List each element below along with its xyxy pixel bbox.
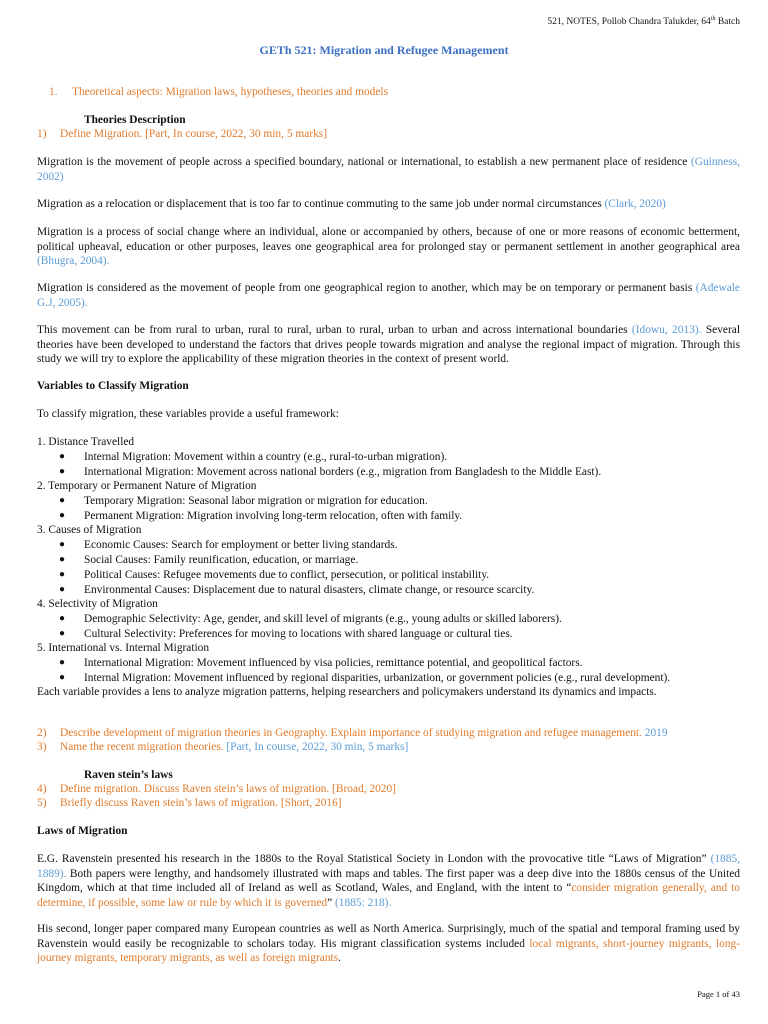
paragraph-5: [37, 323, 740, 367]
variable-title: 1. Distance Travelled: [37, 436, 135, 448]
question-number: 4): [37, 783, 47, 795]
bullet-icon: ●: [59, 672, 66, 683]
variable-title: 3. Causes of Migration: [37, 524, 142, 536]
question-2: [37, 726, 740, 741]
list-item-text: Environmental Causes: Displacement due to natural disasters, climate change, or resource scarcity.: [84, 584, 535, 596]
ravenstein-heading: Raven stein’s laws: [84, 769, 173, 781]
header-text: 521, NOTES, Pollob Chandra Talukder, 64: [547, 17, 711, 28]
paragraph-text: Migration is a process of social change where an individual, alone or accompanied by others, because of one or more reasons of economic betterment, political upheaval, education or other purposes, leaves one geographical area for prolonged stay or permanent settlement in another geographical area: [37, 226, 740, 253]
variables-heading: Variables to Classify Migration: [37, 380, 189, 392]
question-3: [37, 740, 740, 755]
question-1: [37, 127, 740, 142]
paragraph-3: [37, 225, 740, 269]
citation: (Clark, 2020): [604, 198, 666, 210]
bullet-icon: ●: [59, 495, 66, 506]
list-item-text: Permanent Migration: Migration involving long-term relocation, often with family.: [84, 510, 463, 522]
header-tail: Batch: [715, 17, 740, 28]
laws-heading: Laws of Migration: [37, 825, 128, 837]
header-superscript: th: [710, 16, 716, 22]
paragraph-text: Migration is considered as the movement of people from one geographical region to another, which may be on temporary or permanent basis: [37, 282, 696, 294]
bullet-icon: ●: [59, 466, 66, 477]
list-item-text: Cultural Selectivity: Preferences for moving to locations with shared language or cultural ties.: [84, 628, 513, 640]
paragraph-2: [37, 197, 740, 212]
question-text: Briefly discuss Raven stein’s laws of migration. [Short, 2016]: [60, 797, 342, 809]
question-text: Define migration. Discuss Raven stein’s laws of migration. [Broad, 2020]: [60, 783, 396, 795]
paragraph-text: Migration is the movement of people across a specified boundary, national or international, to establish a new permanent place of residence: [37, 156, 691, 168]
citation: (Idowu, 2013).: [631, 324, 702, 336]
bullet-icon: ●: [59, 510, 66, 521]
list-item-text: International Migration: Movement influenced by visa policies, remittance potential, and geopolitical factors.: [84, 657, 583, 669]
paragraph-7: [37, 922, 740, 966]
list-item-text: Political Causes: Refugee movements due to conflict, persecution, or political instability.: [84, 569, 490, 581]
citation: (Adewale G.J, 2005).: [37, 282, 740, 309]
list-item-text: International Migration: Movement across national borders (e.g., migration from Bangladesh to the Middle East).: [84, 466, 602, 478]
question-number: 3): [37, 741, 47, 753]
page-number: Page 1 of 43: [697, 989, 740, 999]
question-number: 5): [37, 797, 47, 809]
question-marks: [Part, In course, 2022, 30 min, 5 marks]: [226, 741, 409, 753]
variables-outro: Each variable provides a lens to analyze migration patterns, helping researchers and policymakers understand its dynamics and impacts.: [37, 686, 657, 698]
bullet-icon: ●: [59, 613, 66, 624]
section-number: 1.: [49, 86, 58, 98]
bullet-icon: ●: [59, 628, 66, 639]
theories-heading: Theories Description: [84, 114, 186, 126]
bullet-icon: ●: [59, 451, 66, 462]
variable-title: 5. International vs. Internal Migration: [37, 642, 210, 654]
citation: (1885, 1889).: [37, 853, 740, 880]
citation: (Guinness, 2002): [37, 156, 740, 183]
paragraph-4: [37, 281, 740, 310]
bullet-icon: ●: [59, 539, 66, 550]
paragraph-6: [37, 852, 740, 910]
highlighted-quote: consider migration generally, and to determine, if possible, some law or rule by which it is governed: [37, 882, 741, 909]
question-4: [37, 782, 740, 797]
question-text: Name the recent migration theories.: [60, 741, 227, 753]
variable-title: 2. Temporary or Permanent Nature of Migration: [37, 480, 257, 492]
section-heading-1: [49, 85, 752, 100]
paragraph-text-end: ”: [327, 896, 335, 909]
question-number: 1): [37, 128, 47, 140]
question-text: Define Migration. [Part, In course, 2022, 30 min, 5 marks]: [60, 128, 327, 140]
paragraph-text: E.G. Ravenstein presented his research in the 1880s to the Royal Statistical Society in London with the provocative title “Laws of Migration”: [37, 853, 711, 865]
paragraph-1: [37, 155, 740, 184]
question-5: [37, 796, 740, 811]
question-text: Describe development of migration theories in Geography. Explain importance of studying migration and refugee management.: [60, 727, 645, 739]
citation: (1885: 218).: [334, 896, 392, 909]
bullet-icon: ●: [59, 584, 66, 595]
list-item-text: Social Causes: Family reunification, education, or marriage.: [84, 554, 359, 566]
paragraph-text-end: .: [338, 952, 342, 965]
highlighted-text: local migrants, short-journey migrants, long-journey migrants, temporary migrants, as well as foreign migrants: [37, 937, 741, 965]
variable-title: 4. Selectivity of Migration: [37, 598, 158, 610]
page-header: [547, 16, 740, 27]
section-title: Theoretical aspects: Migration laws, hypotheses, theories and models: [72, 86, 389, 98]
list-item-text: Temporary Migration: Seasonal labor migration or migration for education.: [84, 495, 428, 507]
list-item-text: Internal Migration: Movement influenced by regional disparities, urbanization, or government policies (e.g., rural development).: [84, 672, 671, 684]
list-item-text: Demographic Selectivity: Age, gender, and skill level of migrants (e.g., young adults or skilled laborers).: [84, 613, 562, 625]
paragraph-text: Migration as a relocation or displacement that is too far to continue commuting to the same job under normal circumstances: [37, 198, 605, 210]
document-title: GETh 521: Migration and Refugee Management: [259, 43, 509, 57]
question-year: 2019: [644, 727, 668, 739]
list-item-text: Economic Causes: Search for employment or better living standards.: [84, 539, 398, 551]
variables-intro: To classify migration, these variables provide a useful framework:: [37, 408, 339, 420]
paragraph-text: This movement can be from rural to urban, rural to rural, urban to rural, urban to urban and across international boundaries: [37, 324, 632, 336]
list-item-text: Internal Migration: Movement within a country (e.g., rural-to-urban migration).: [84, 451, 448, 463]
paragraph-text-continued: Both papers were lengthy, and handsomely illustrated with maps and tables. The first paper was a deep dive into the 1880s census of the United Kingdom, which at that time included all of Ireland as well as Scotland, Wales, and England, with the intent to “: [37, 867, 740, 895]
paragraph-text: His second, longer paper compared many European countries as well as North America. Surprisingly, much of the spatial and temporal framing used by Ravenstein would easily be recognizable to scholars today. His migrant classification systems included: [37, 923, 740, 950]
question-number: 2): [37, 727, 47, 739]
bullet-icon: ●: [59, 657, 66, 668]
citation: (Bhugra, 2004).: [37, 255, 110, 268]
paragraph-text-continued: Several theories have been developed to understand the factors that drives people towards migration and analyse the regional impact of migration. Through this study we will try to explore the applicability of these migration theories in the context of present world.: [37, 324, 740, 366]
bullet-icon: ●: [59, 554, 66, 565]
bullet-icon: ●: [59, 569, 66, 580]
